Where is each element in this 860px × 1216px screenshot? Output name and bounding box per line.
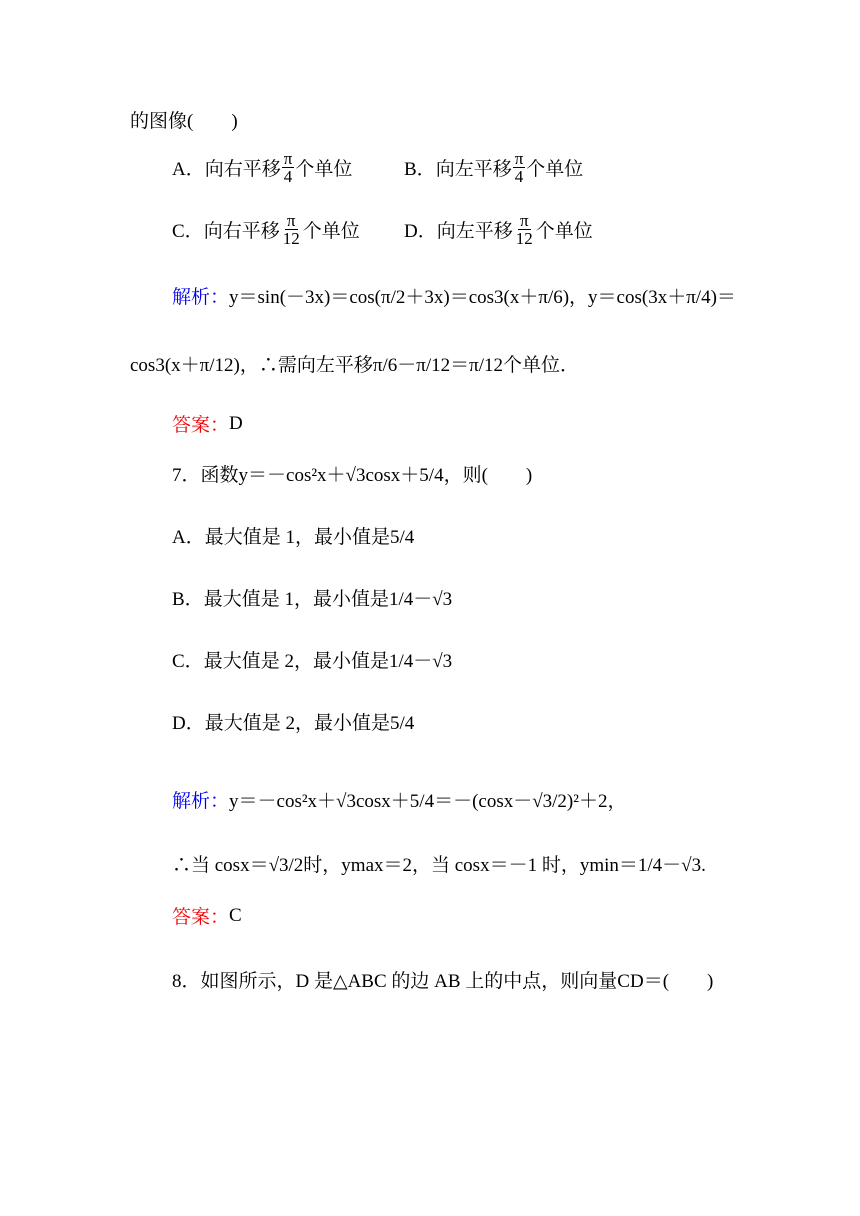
q6-option-c: C． 向右平移 $\frac{\pi}{12}$ 个单位 <box>172 211 360 248</box>
solution-text: y＝－cos²x＋√3cosx＋5/4＝－(cosx－√3/2)²＋2， <box>229 791 627 812</box>
q7-solution-line2 <box>172 850 706 877</box>
option-label: B． <box>404 159 436 180</box>
answer-label: 答案： <box>172 415 230 436</box>
answer-value: D <box>229 412 243 434</box>
solution-label: 解析： <box>172 287 230 308</box>
q7-option-c: C． 最大值是 2，最小值是1/4－√3 <box>172 646 452 673</box>
fraction: $\frac{\pi}{4}$ <box>514 149 524 186</box>
q7-option-a: A． 最大值是 1，最小值是5/4 <box>172 522 414 549</box>
fraction: $\frac{\pi}{12}$ <box>515 211 533 248</box>
q6-answer <box>172 410 243 437</box>
solution-text: y＝sin(－3x)＝cos(π/2＋3x)＝cos3(x＋π/6)，y＝cos(3x＋π/4)＝ <box>229 287 736 308</box>
q7-solution-line1 <box>172 786 626 813</box>
option-label: B． <box>172 589 204 610</box>
answer-value: C <box>229 904 242 926</box>
solution-text: cos3(x＋π/12)，∴需向左平移π/6－π/12＝π/12个单位． <box>130 355 579 376</box>
q7-option-b: B． 最大值是 1，最小值是1/4－√3 <box>172 584 452 611</box>
fraction: $\frac{\pi}{12}$ <box>282 211 300 248</box>
q8-stem: 8．如图所示，D 是△ABC 的边 AB 上的中点，则向量CD＝( ) <box>172 971 714 992</box>
q6-option-a: A． 向右平移 $\frac{\pi}{4}$ 个单位 <box>172 149 353 186</box>
option-label: A． <box>172 159 205 180</box>
option-label: C． <box>172 221 204 242</box>
fraction: $\frac{\pi}{4}$ <box>283 149 293 186</box>
q6-stem-tail: 的图像( ) <box>130 111 238 132</box>
option-label: D． <box>172 713 205 734</box>
q7-option-d: D． 最大值是 2，最小值是5/4 <box>172 708 414 735</box>
q6-option-b: B． 向左平移 $\frac{\pi}{4}$ 个单位 <box>404 149 584 186</box>
q7-stem: 7．函数 y＝－cos²x＋√3cosx＋5/4，则( ) <box>172 465 533 486</box>
option-label: A． <box>172 527 205 548</box>
q6-solution-line2 <box>130 350 579 377</box>
answer-label: 答案： <box>172 907 230 928</box>
solution-label: 解析： <box>172 791 230 812</box>
q6-option-d: D． 向左平移 $\frac{\pi}{12}$ 个单位 <box>404 211 593 248</box>
option-label: D． <box>404 221 437 242</box>
q6-solution-line1 <box>172 282 736 309</box>
q7-answer <box>172 902 242 929</box>
option-label: C． <box>172 651 204 672</box>
solution-text: ∴当 cosx＝√3/2时，ymax＝2，当 cosx＝－1 时，ymin＝1/4－√3. <box>172 855 706 876</box>
